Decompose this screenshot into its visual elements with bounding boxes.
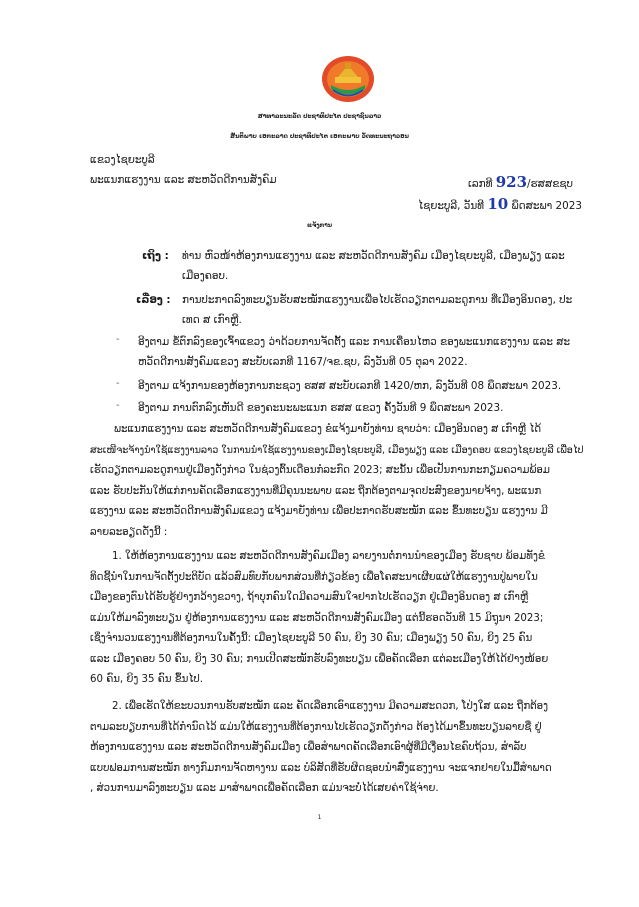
department-name: ພະແນກແຮງງານ ແລະ ສະຫວັດດີການສັງຄົມ: [90, 174, 277, 186]
item-1-line: ແລະ ເມືອງຄອບ 50 ຄົນ, ຍິງ 30 ຄົນ; ການເປີດສະໝັກຮັບລົງທະບຽນ ເພື່ອຄັດເລືອກ ແຕ່ລະເມືອງໃຫ້ໄດ້ຢ່າງໜ້ອຍ: [90, 653, 549, 665]
reference-2: ອີງຕາມ ແຈ້ງການຂອງຫ້ອງການກະຊວງ ຮສສ ສະບັບເລກທີ 1420/ຫກ, ລົງວັນທີ 08 ພຶດສະພາ 2023.: [138, 380, 562, 392]
document-number: [468, 172, 573, 194]
date-prefix: ໄຊຍະບູລີ, ວັນທີ: [418, 200, 484, 212]
motto: ສັນຕິພາບ ເອກະລາດ ປະຊາທິປະໄຕ ເອກະພາບ ວັດທະນະຖາວອນ: [230, 133, 409, 140]
intro-line: ແລະ ຮັບປະກັນໃຫ້ແກ່ການຄັດເລືອກແຮງງານທີ່ມີຄຸນນະພາບ ແລະ ຖືກຕ້ອງຕາມຈຸດປະສົງຂອງນາຍຈ້າງ, ພະແນກ: [90, 485, 542, 497]
page-number: 1: [317, 815, 322, 821]
to-line-1: ທ່ານ ຫົວໜ້າຫ້ອງການແຮງງານ ແລະ ສະຫວັດດີການສັງຄົມ ເມືອງໄຊຍະບູລີ, ເມືອງພຽງ ແລະ: [182, 250, 565, 262]
intro-line: ແຮງງານ ແລະ ສະຫວັດດີການສັງຄົມແຂວງ ແຈ້ງມາຍັງທ່ານ ເພື່ອປະກາດຮັບສະໝັກ ແລະ ຂຶ້ນທະບຽນ ແຮງງານ ມີ: [90, 506, 548, 517]
intro-line: ພະແນກແຮງງານ ແລະ ສະຫວັດດີການສັງຄົມແຂວງ ຂໍແຈ້ງມາຍັງທ່ານ ຊາບວ່າ: ເມືອງອິນດອງ ສ ເກົາຫຼີ ໄດ້: [114, 424, 542, 435]
national-emblem: [321, 55, 375, 103]
intro-paragraph: [90, 420, 598, 543]
reference-1-line-1: ອີງຕາມ ຂໍ້ຕົກລົງຂອງເຈົ້າແຂວງ ວ່າດ້ວຍການຈັດຕັ້ງ ແລະ ການເຄື່ອນໄຫວ ຂອງພະແນກແຮງງານ ແລະ ສະ: [138, 336, 571, 348]
item-2-line: ຫ້ອງການແຮງງານ ແລະ ສະຫວັດດີການສັງຄົມເມືອງ ເພື່ອສຳພາດຄັດເລືອກເອົາຜູ້ທີ່ມີເງື່ອນໄຂຄົບຖ້ວນ, ສຳລັບ: [90, 742, 527, 753]
item-2-line: 2. ເພື່ອເຮັດໃຫ້ຂະບວນການຮັບສະໝັກ ແລະ ຄັດເລືອກເອົາແຮງງານ ມີຄວາມສະດວກ, ໂປ່ງໃສ ແລະ ຖືກຕ້ອງ: [112, 701, 549, 712]
item-1-line: ທິດຊີ້ນຳໃນການຈັດຕັ້ງປະຕິບັດ ແລ້ວສົມທົບກັບພາກສ່ວນທີ່ກ່ຽວຂ້ອງ ເພື່ອໂຄສະນາເຜີຍແຜ່ໃຫ້ແຮງງານປູ່ພາຍໃນ: [90, 571, 538, 583]
subject-line-2: ເທດ ສ ເກົາຫຼີ.: [182, 314, 242, 326]
item-1-line: ເຊິ່ງຈຳນວນແຮງງານທີ່ຕ້ອງການໃນຄັ້ງນີ້: ເມືອງໄຊຍະບູລີ 50 ຄົນ, ຍິງ 30 ຄົນ; ເມືອງພຽງ 50 ຄົນ, ຍິງ 25 ຄົນ: [90, 633, 533, 644]
item-2-line: , ສ່ວນການມາລົງທະບຽນ ແລະ ມາສຳພາດເພື່ອຄັດເລືອກ ແມ່ນຈະບໍ່ໄດ້ເສຍຄ່າໃຊ້ຈ່າຍ.: [90, 783, 439, 794]
to-label: ເຖິງ :: [142, 250, 169, 262]
subject-label: ເລື່ອງ :: [136, 294, 171, 306]
item-2-paragraph: [90, 697, 598, 800]
intro-line: ສະເໜີຈະຈ້າງນຳໃຊ້ແຮງງານລາວ ໃນການນຳໃຊ້ແຮງງານຂອງເມືອງໄຊຍະບູລີ, ເມືອງພຽງ ແລະ ເມືອງຄອບ ແຂວງໄຊຍະບູລີ ເພື່ອໄປ: [90, 444, 584, 456]
item-2-line: ຕາມລະບຽບການທີ່ໄດ້ກຳນົດໄວ້ ແມ່ນໃຫ້ແຮງງານທີ່ຕ້ອງການໄປເຮັດວຽກດັ່ງກ່າວ ຕ້ອງໄດ້ມາຂຶ້ນທະບຽນລາຍຊື່ ຢູ່: [90, 721, 542, 733]
number-suffix: /ຮສສຂຊບ: [527, 178, 573, 190]
intro-line: ລາຍລະອຽດດັ່ງນີ້ :: [90, 526, 168, 538]
to-line-2: ເມືອງຄອບ.: [182, 270, 229, 282]
item-1-line: 60 ຄົນ, ຍິງ 35 ຄົນ ຂຶ້ນໄປ.: [90, 674, 203, 685]
document-date: [418, 194, 582, 216]
subject-line-1: ການປະກາດລົງທະບຽນຮັບສະໝັກແຮງງານເພື່ອໄປເຮັດວຽກຕາມລະດູການ ທີ່ເມືອງອິນດອງ, ປະ: [182, 294, 573, 306]
item-1-paragraph: [90, 547, 598, 691]
handwritten-day: 10: [487, 195, 509, 213]
bullet: -: [116, 400, 120, 411]
date-suffix: ພຶດສະພາ 2023: [511, 200, 582, 212]
reference-1-line-2: ຫວັດດີການສັງຄົມແຂວງ ສະບັບເລກທີ 1167/ຈຂ.ຊບ, ລົງວັນທີ 05 ຕຸລາ 2022.: [138, 356, 468, 368]
country-heading: ສາທາລະນະລັດ ປະຊາທິປະໄຕ ປະຊາຊົນລາວ: [257, 113, 382, 120]
bullet: -: [116, 378, 120, 389]
item-1-line: ເມືອງຂອງຕົນໄດ້ຮັບຮູ້ຢ່າງກວ້າງຂວາງ, ຖ້າບຸກຄົນໃດມີຄວາມສົນໃຈຢາກໄປເຮັດວຽກ ຢູ່ເມືອງອິນດອງ ສ ເກົາຫຼີ: [90, 592, 529, 603]
item-1-line: 1. ໃຫ້ຫ້ອງການແຮງງານ ແລະ ສະຫວັດດີການສັງຄົມເມືອງ ລາຍງານຕໍ່ການນຳຂອງເມືອງ ຮັບຊາບ ພ້ອມທັງຂໍ: [112, 551, 545, 562]
intro-line: ເຮັດວຽກຕາມລະດູການຢູ່ເມືອງດັ່ງກ່າວ ໃນຊ່ວງຕົ້ນເດືອນກໍລະກົດ 2023; ສະນັ້ນ ເພື່ອເປັນການກະກຽມຄວາມພ້ອມ: [90, 465, 550, 476]
number-prefix: ເລກທີ: [468, 178, 493, 190]
item-2-line: ແບບຟອມການສະໝັກ ທາງກົມການຈັດຫາງານ ແລະ ບໍລິສັດທີ່ຮັບຜິດຊອບນຳສົ່ງແຮງງານ ຈະແຈກຢາຍໃນມື້ສຳພາດ: [90, 762, 552, 774]
handwritten-number: 923: [495, 173, 528, 191]
bullet: -: [116, 334, 120, 345]
document-title: ແຈ້ງການ: [307, 223, 332, 229]
province-name: ແຂວງໄຊຍະບູລີ: [90, 154, 155, 166]
item-1-line: ແມ່ນໃຫ້ມາລົງທະບຽນ ຢູ່ຫ້ອງການແຮງງານ ແລະ ສະຫວັດດີການສັງຄົມເມືອງ ແຕ່ນີ້ຮອດວັນທີ 15 ມິຖຸນາ 2023;: [90, 612, 544, 624]
reference-3: ອີງຕາມ ການຕົກລົງເຫັນດີ ຂອງຄະນະພະແນກ ຮສສ ແຂວງ ຄັ້ງວັນທີ 9 ພຶດສະພາ 2023.: [138, 402, 504, 414]
